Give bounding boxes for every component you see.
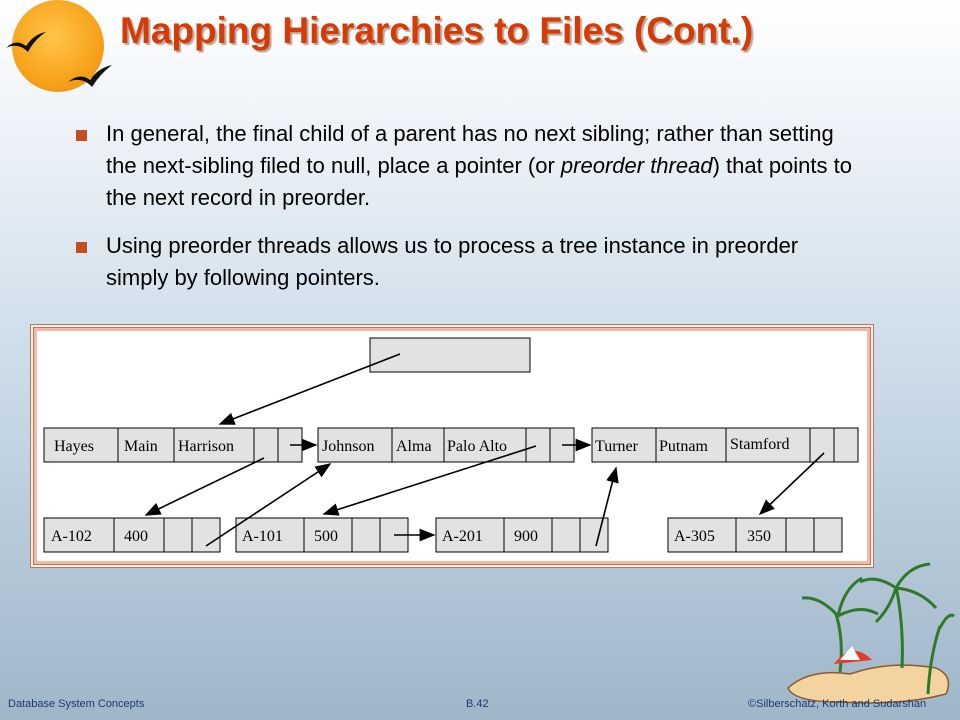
account-number: A-101 (242, 528, 283, 545)
account-number: A-201 (442, 528, 483, 545)
island-palm-trees-decoration (780, 556, 956, 706)
customer-name: Johnson (322, 438, 375, 455)
bullet-1-text-b: ) that points to the next record in preorder. (106, 153, 852, 210)
customer-name: Turner (595, 438, 638, 455)
bullet-2-text: Using preorder threads allows us to process a tree instance in preorder simply by following pointers. (106, 233, 799, 290)
preorder-thread-diagram (34, 328, 870, 564)
figure-frame (30, 324, 874, 568)
account-balance: 350 (747, 528, 771, 545)
slide-title: Mapping Hierarchies to Files (Cont.) (120, 10, 754, 51)
customer-street: Putnam (659, 438, 708, 455)
root-pointer-arrow (220, 354, 400, 424)
bullet-marker (76, 242, 87, 253)
customer-street: Main (124, 438, 158, 455)
account-balance: 900 (514, 528, 538, 545)
customer-record-2 (318, 428, 574, 462)
account-record-3 (436, 518, 608, 552)
account-record-4 (668, 518, 842, 552)
customer-city: Palo Alto (447, 438, 508, 455)
bullet-marker (76, 130, 87, 141)
customer-name: Hayes (54, 438, 94, 455)
account-number: A-305 (674, 528, 715, 545)
account-balance: 500 (314, 528, 338, 545)
account-record-1 (44, 518, 220, 552)
customer-record-3 (592, 428, 858, 462)
account-balance: 400 (124, 528, 148, 545)
account-record-2 (236, 518, 408, 552)
footer-page-number: B.42 (466, 698, 489, 710)
bullet-1-text-italic: preorder thread (560, 153, 713, 178)
bullet-list (76, 118, 856, 310)
root-record (370, 338, 530, 372)
account-number: A-102 (51, 528, 92, 545)
customer-street: Alma (396, 438, 432, 455)
bird-icon-2 (66, 62, 114, 90)
customer-city: Stamford (730, 436, 790, 453)
customer-record-1 (44, 428, 302, 462)
footer-copyright: ©Silberschatz, Korth and Sudarshan (748, 698, 927, 710)
footer-left: Database System Concepts (8, 698, 145, 710)
customer-city: Harrison (178, 438, 234, 455)
bullet-1 (76, 118, 856, 214)
bullet-1-text-a: In general, the final child of a parent has no next sibling; rather than setting the next-sibling filed to null, place a pointer (or (106, 121, 834, 178)
child-arrow-1 (146, 458, 264, 515)
bullet-2 (76, 230, 856, 294)
bird-icon (4, 30, 48, 56)
